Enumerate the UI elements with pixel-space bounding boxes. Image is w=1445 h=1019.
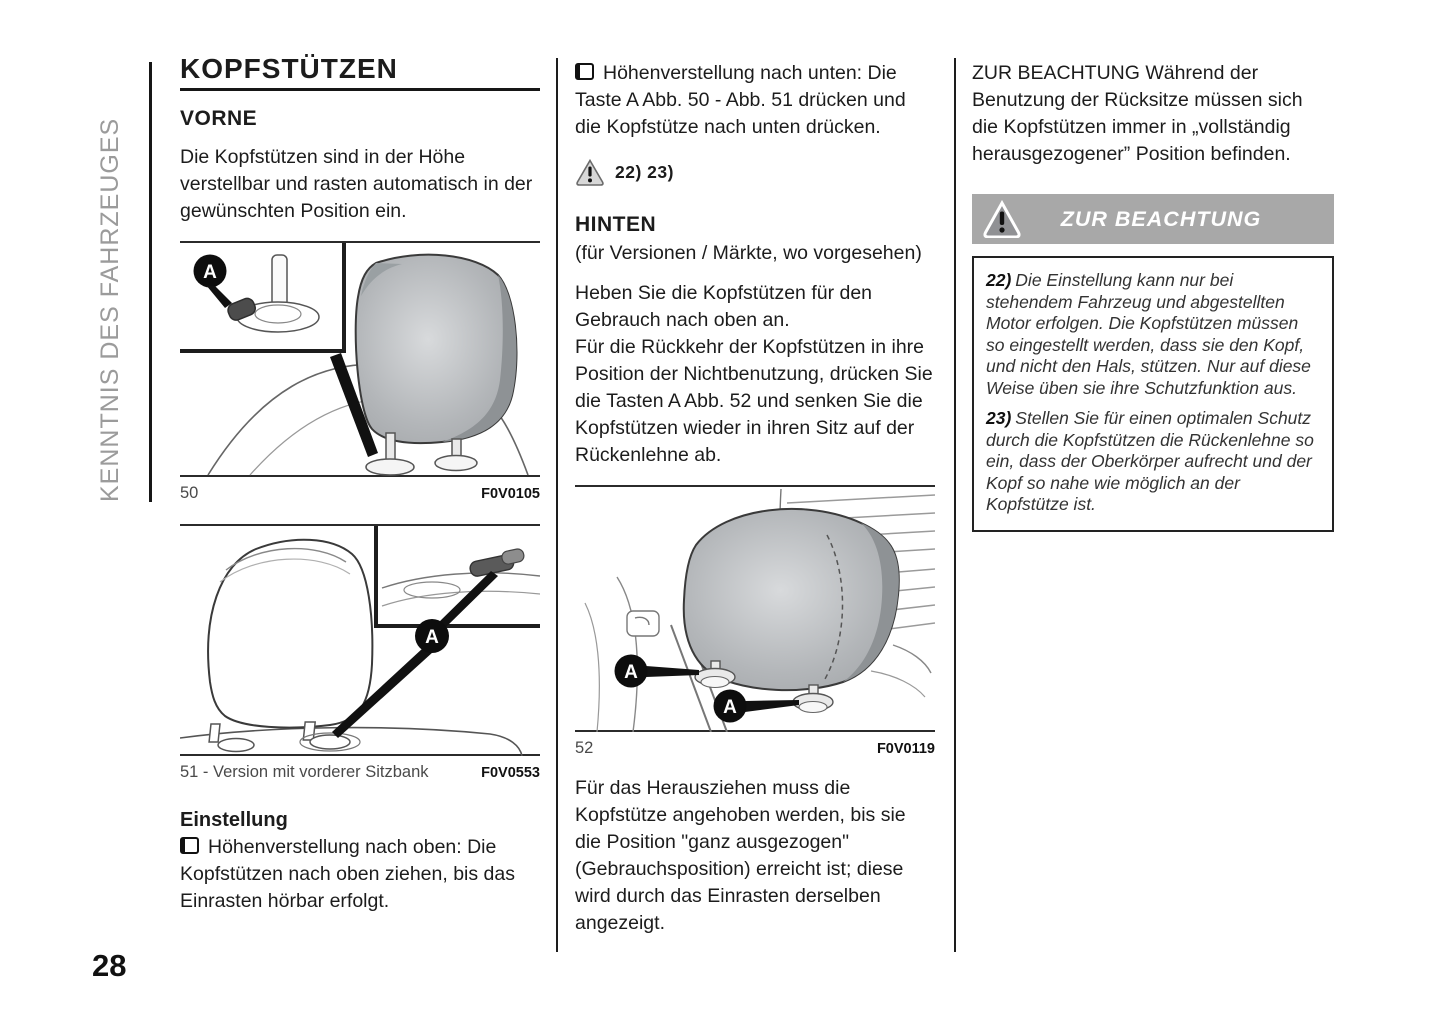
notes-box	[972, 256, 1334, 532]
sidebar-rule	[149, 62, 152, 502]
section-subheading: (für Versionen / Märkte, wo vorgesehen)	[575, 242, 922, 264]
figure-51	[180, 524, 540, 787]
figure-code: F0V0119	[876, 741, 935, 757]
pointer-arrow	[745, 700, 799, 712]
warning-note-refs: 22) 23)	[615, 161, 674, 182]
bullet-height-down: Höhenverstellung nach unten: Die Taste A Abb. 50 - Abb. 51 drücken und die Kopfstütze nach unten drücken.	[575, 62, 906, 138]
figure-number: 50	[180, 484, 199, 502]
note-23: 23) Stellen Sie für einen optimalen Schutz durch die Kopfstützen die Rückenlehne so ein, dass der Oberkörper aufrecht und der Kopf so nahe wie möglich an der Kopfstütze ist.	[986, 408, 1314, 514]
adjust-heading: Einstellung	[180, 809, 288, 831]
attention-paragraph: ZUR BEACHTUNG Während der Benutzung der Rücksitze müssen sich die Kopfstützen immer in „vollständig herausgezogener” Position befinden.	[972, 62, 1303, 165]
warning-triangle-icon	[575, 158, 605, 186]
chapter-sidebar-label: KENNTNIS DES FAHRZEUGES	[96, 117, 124, 502]
column-divider	[556, 58, 558, 952]
page-number: 28	[92, 948, 127, 983]
figure-code: F0V0553	[481, 765, 540, 781]
note-22: 22) Die Einstellung kann nur bei stehendem Fahrzeug und abgestellten Motor erfolgen. Die Kopfstützen müssen so eingestellt werden, dass sie den Kopf, und nicht den Hals, stützen. Nur auf diese Weise üben sie ihre Schutzfunktion aus.	[986, 270, 1311, 398]
figure-52-illustration	[575, 485, 935, 732]
intro-paragraph: Die Kopfstützen sind in der Höhe verstellbar und rasten automatisch in der gewünschten Position ein.	[180, 146, 533, 222]
pullout-paragraph: Für das Herausziehen muss die Kopfstütze angehoben werden, bis sie die Position "ganz ausgezogen" (Gebrauchsposition) erreicht ist; diese wird durch das Einrasten derselben angezeigt.	[575, 777, 906, 934]
pointer-arrow	[646, 666, 699, 677]
svg-text:A: A	[723, 697, 737, 718]
square-bullet-icon	[180, 837, 199, 854]
figure-number: 51 - Version mit vorderer Sitzbank	[180, 763, 429, 781]
attention-banner	[972, 194, 1334, 244]
square-bullet-icon	[575, 63, 594, 80]
svg-text:A: A	[203, 262, 217, 283]
column-3	[972, 55, 1334, 532]
warning-reference	[575, 155, 935, 189]
section-heading-hinten: HINTEN	[575, 213, 657, 236]
page-title: KOPFSTÜTZEN	[180, 55, 540, 91]
bullet-height-up: Höhenverstellung nach oben: Die Kopfstützen nach oben ziehen, bis das Einrasten hörbar erfolgt.	[180, 836, 515, 912]
figure-52	[575, 485, 935, 763]
figure-50	[180, 241, 540, 508]
figure-code: F0V0105	[481, 486, 540, 502]
figure-number: 52	[575, 739, 594, 757]
rear-paragraph: Heben Sie die Kopfstützen für den Gebrauch nach oben an. Für die Rückkehr der Kopfstützen in ihre Position der Nichtbenutzung, drücken Sie die Tasten A Abb. 52 und senken Sie die Kopfstützen wieder in ihren Sitz auf der Rückenlehne ab.	[575, 282, 933, 466]
belt-anchor	[627, 611, 659, 636]
column-2	[575, 55, 935, 937]
column-1	[180, 55, 540, 915]
figure-51-illustration	[180, 524, 540, 756]
warning-triangle-icon	[982, 200, 1022, 238]
figure-50-illustration	[180, 241, 540, 477]
svg-text:A: A	[624, 662, 638, 683]
attention-banner-label: ZUR BEACHTUNG	[1060, 206, 1262, 231]
section-heading-vorne: VORNE	[180, 107, 258, 130]
column-divider	[954, 58, 956, 952]
svg-text:A: A	[425, 627, 439, 648]
